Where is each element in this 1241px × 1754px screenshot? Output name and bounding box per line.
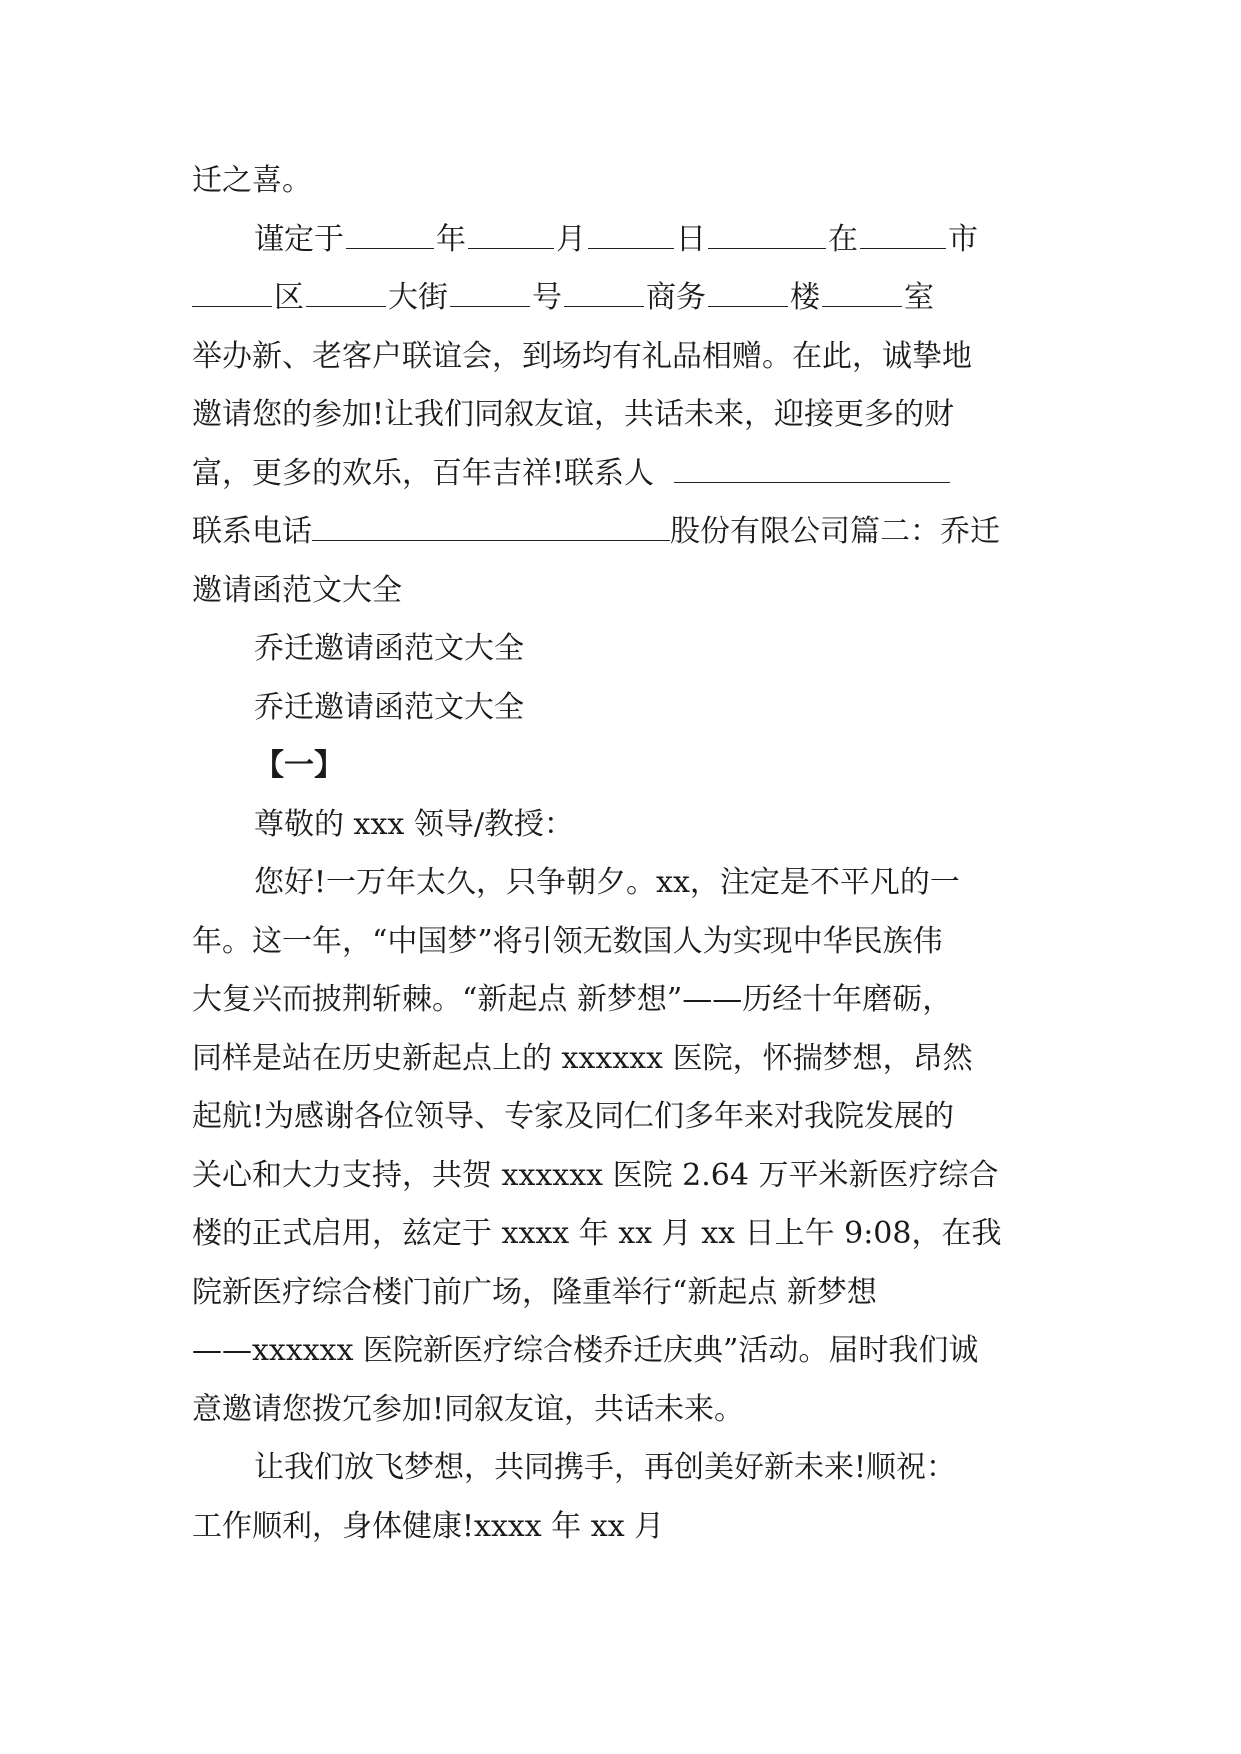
fill-blank: [860, 224, 946, 249]
date-place-line: [192, 211, 1050, 270]
text-line: 您好!一万年太久，只争朝夕。xx，注定是不平凡的一: [254, 865, 960, 900]
fill-blank: [306, 282, 386, 307]
fill-blank: [674, 458, 950, 483]
text-fragment: 年: [436, 221, 466, 257]
fill-blank: [346, 224, 434, 249]
text-line: 举办新、老客户联谊会，到场均有礼品相赠。在此，诚挚地: [192, 338, 972, 374]
heading-line: 乔迁邀请函范文大全: [254, 631, 524, 666]
fill-blank: [564, 282, 644, 307]
fill-blank: [312, 516, 670, 541]
text-line: 关心和大力支持，共贺 xxxxxx 医院 2.64 万平米新医疗综合: [192, 1157, 999, 1193]
text-line: 院新医疗综合楼门前广场，隆重举行“新起点 新梦想: [192, 1274, 877, 1310]
salutation: 尊敬的 xxx 领导/教授：: [254, 806, 574, 842]
text-line: 同样是站在历史新起点上的 xxxxxx 医院，怀揣梦想，昂然: [192, 1040, 973, 1076]
text-fragment: 谨定于: [254, 221, 344, 257]
text-fragment: 月: [556, 221, 586, 257]
text-line: 工作顺利，身体健康!xxxx 年 xx 月: [192, 1508, 665, 1544]
section-marker: 【一】: [254, 748, 344, 783]
heading-line: 乔迁邀请函范文大全: [254, 689, 524, 725]
text-line: 让我们放飞梦想，共同携手，再创美好新未来!顺祝：: [254, 1450, 957, 1485]
fill-blank: [822, 282, 902, 307]
text-line: 意邀请您拨冗参加!同叙友谊，共话未来。: [192, 1391, 745, 1427]
text-fragment: 日: [676, 221, 706, 257]
text-line: 起航!为感谢各位领导、专家及同仁们多年来对我院发展的: [192, 1099, 955, 1134]
text-fragment: 号: [532, 280, 562, 315]
text-fragment: 富，更多的欢乐，百年吉祥!联系人: [192, 455, 655, 491]
fill-blank: [468, 224, 554, 249]
text-fragment: 区: [274, 280, 304, 315]
text-fragment: 在: [828, 221, 858, 257]
text-fragment: 商务: [646, 280, 706, 315]
text-line: 邀请函范文大全: [192, 572, 402, 608]
fill-blank: [588, 224, 674, 249]
fill-blank: [450, 282, 530, 307]
text-fragment: 楼: [790, 280, 820, 315]
text-line: 邀请您的参加!让我们同叙友谊，共话未来，迎接更多的财: [192, 397, 955, 432]
text-fragment: 室: [904, 280, 934, 315]
text-line: 楼的正式启用，兹定于 xxxx 年 xx 月 xx 日上午 9:08，在我: [192, 1216, 1002, 1251]
text-fragment: 股份有限公司篇二：乔迁: [670, 514, 1000, 549]
text-line: 年。这一年，“中国梦”将引领无数国人为实现中华民族伟: [192, 923, 943, 959]
text-line: 迁之喜。: [192, 163, 312, 198]
contact-person-line: [192, 445, 1050, 504]
fill-blank: [708, 224, 826, 249]
text-fragment: 大街: [388, 280, 448, 315]
fill-blank: [708, 282, 788, 307]
letter-body: [192, 152, 1050, 1556]
text-fragment: 联系电话: [192, 514, 312, 549]
text-fragment: 市: [948, 221, 978, 257]
address-line: [192, 269, 1050, 328]
contact-phone-line: [192, 503, 1050, 562]
fill-blank: [192, 282, 272, 307]
text-line: ——xxxxxx 医院新医疗综合楼乔迁庆典”活动。届时我们诚: [192, 1333, 979, 1368]
text-line: 大复兴而披荆斩棘。“新起点 新梦想”——历经十年磨砺，: [192, 982, 953, 1017]
